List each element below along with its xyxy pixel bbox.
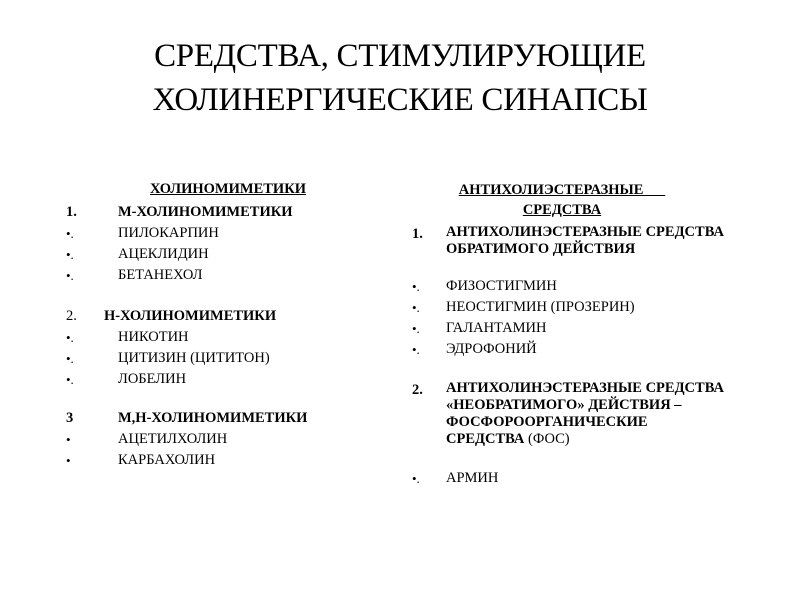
list-item: •. ГАЛАНТАМИН [412, 318, 547, 339]
list-item: •. ЦИТИЗИН (ЦИТИТОН) [66, 348, 270, 369]
bullet-icon: •. [66, 372, 74, 387]
title-line-1: СРЕДСТВА, СТИМУЛИРУЮЩИЕ [154, 38, 646, 74]
list-item: •. ПИЛОКАРПИН [66, 223, 219, 244]
group-heading [66, 408, 307, 429]
column-heading: ХОЛИНОМИМЕТИКИ [150, 181, 306, 197]
bullet-icon: •. [66, 268, 74, 283]
bullet-icon: •. [66, 226, 74, 241]
bullet-icon: •. [412, 342, 420, 357]
slide-title [0, 34, 800, 122]
group-heading [412, 380, 726, 448]
list-item: •. НЕОСТИГМИН (ПРОЗЕРИН) [412, 297, 635, 318]
group-label: АНТИХОЛИНЭСТЕРАЗНЫЕ СРЕДСТВА «НЕОБРАТИМОГО» ДЕЙСТВИЯ – ФОСФОРООРГАНИЧЕСКИЕ СРЕДСТВА (ФОС) [446, 380, 724, 447]
list-item: •. БЕТАНЕХОЛ [66, 265, 202, 286]
group-label: Н-ХОЛИНОМИМЕТИКИ [104, 308, 277, 324]
group-heading [66, 306, 276, 327]
group-heading [412, 224, 726, 258]
bullet-icon: •. [66, 330, 74, 345]
bullet-icon: • [66, 432, 71, 447]
group-label: АНТИХОЛИНЭСТЕРАЗНЫЕ СРЕДСТВА ОБРАТИМОГО ДЕЙСТВИЯ [446, 224, 724, 257]
list-item: •. ЭДРОФОНИЙ [412, 339, 537, 360]
column-heading: АНТИХОЛИЭСТЕРАЗНЫЕ СРЕДСТВА [458, 182, 644, 218]
group-label: М-ХОЛИНОМИМЕТИКИ [118, 204, 293, 220]
list-item: • КАРБАХОЛИН [66, 450, 215, 471]
list-item: •. НИКОТИН [66, 327, 189, 348]
title-line-2: ХОЛИНЕРГИЧЕСКИЕ СИНАПСЫ [152, 82, 648, 118]
group-heading [66, 202, 293, 223]
bullet-icon: •. [412, 279, 420, 294]
group-number: 3 [66, 410, 74, 426]
group-label: М,Н-ХОЛИНОМИМЕТИКИ [118, 410, 308, 426]
bullet-icon: •. [412, 471, 420, 486]
group-number: 1. [412, 226, 423, 242]
bullet-icon: •. [66, 247, 74, 262]
bullet-icon: •. [412, 300, 420, 315]
group-number: 2. [66, 308, 77, 324]
list-item: •. ФИЗОСТИГМИН [412, 276, 557, 297]
group-number: 2. [412, 382, 423, 398]
bullet-icon: • [66, 453, 71, 468]
group-number: 1. [66, 204, 77, 220]
bullet-icon: •. [412, 321, 420, 336]
list-item: •. ЛОБЕЛИН [66, 369, 186, 390]
list-item: • АЦЕТИЛХОЛИН [66, 429, 227, 450]
list-item: •. АРМИН [412, 468, 498, 489]
list-item: •. АЦЕКЛИДИН [66, 244, 209, 265]
bullet-icon: •. [66, 351, 74, 366]
